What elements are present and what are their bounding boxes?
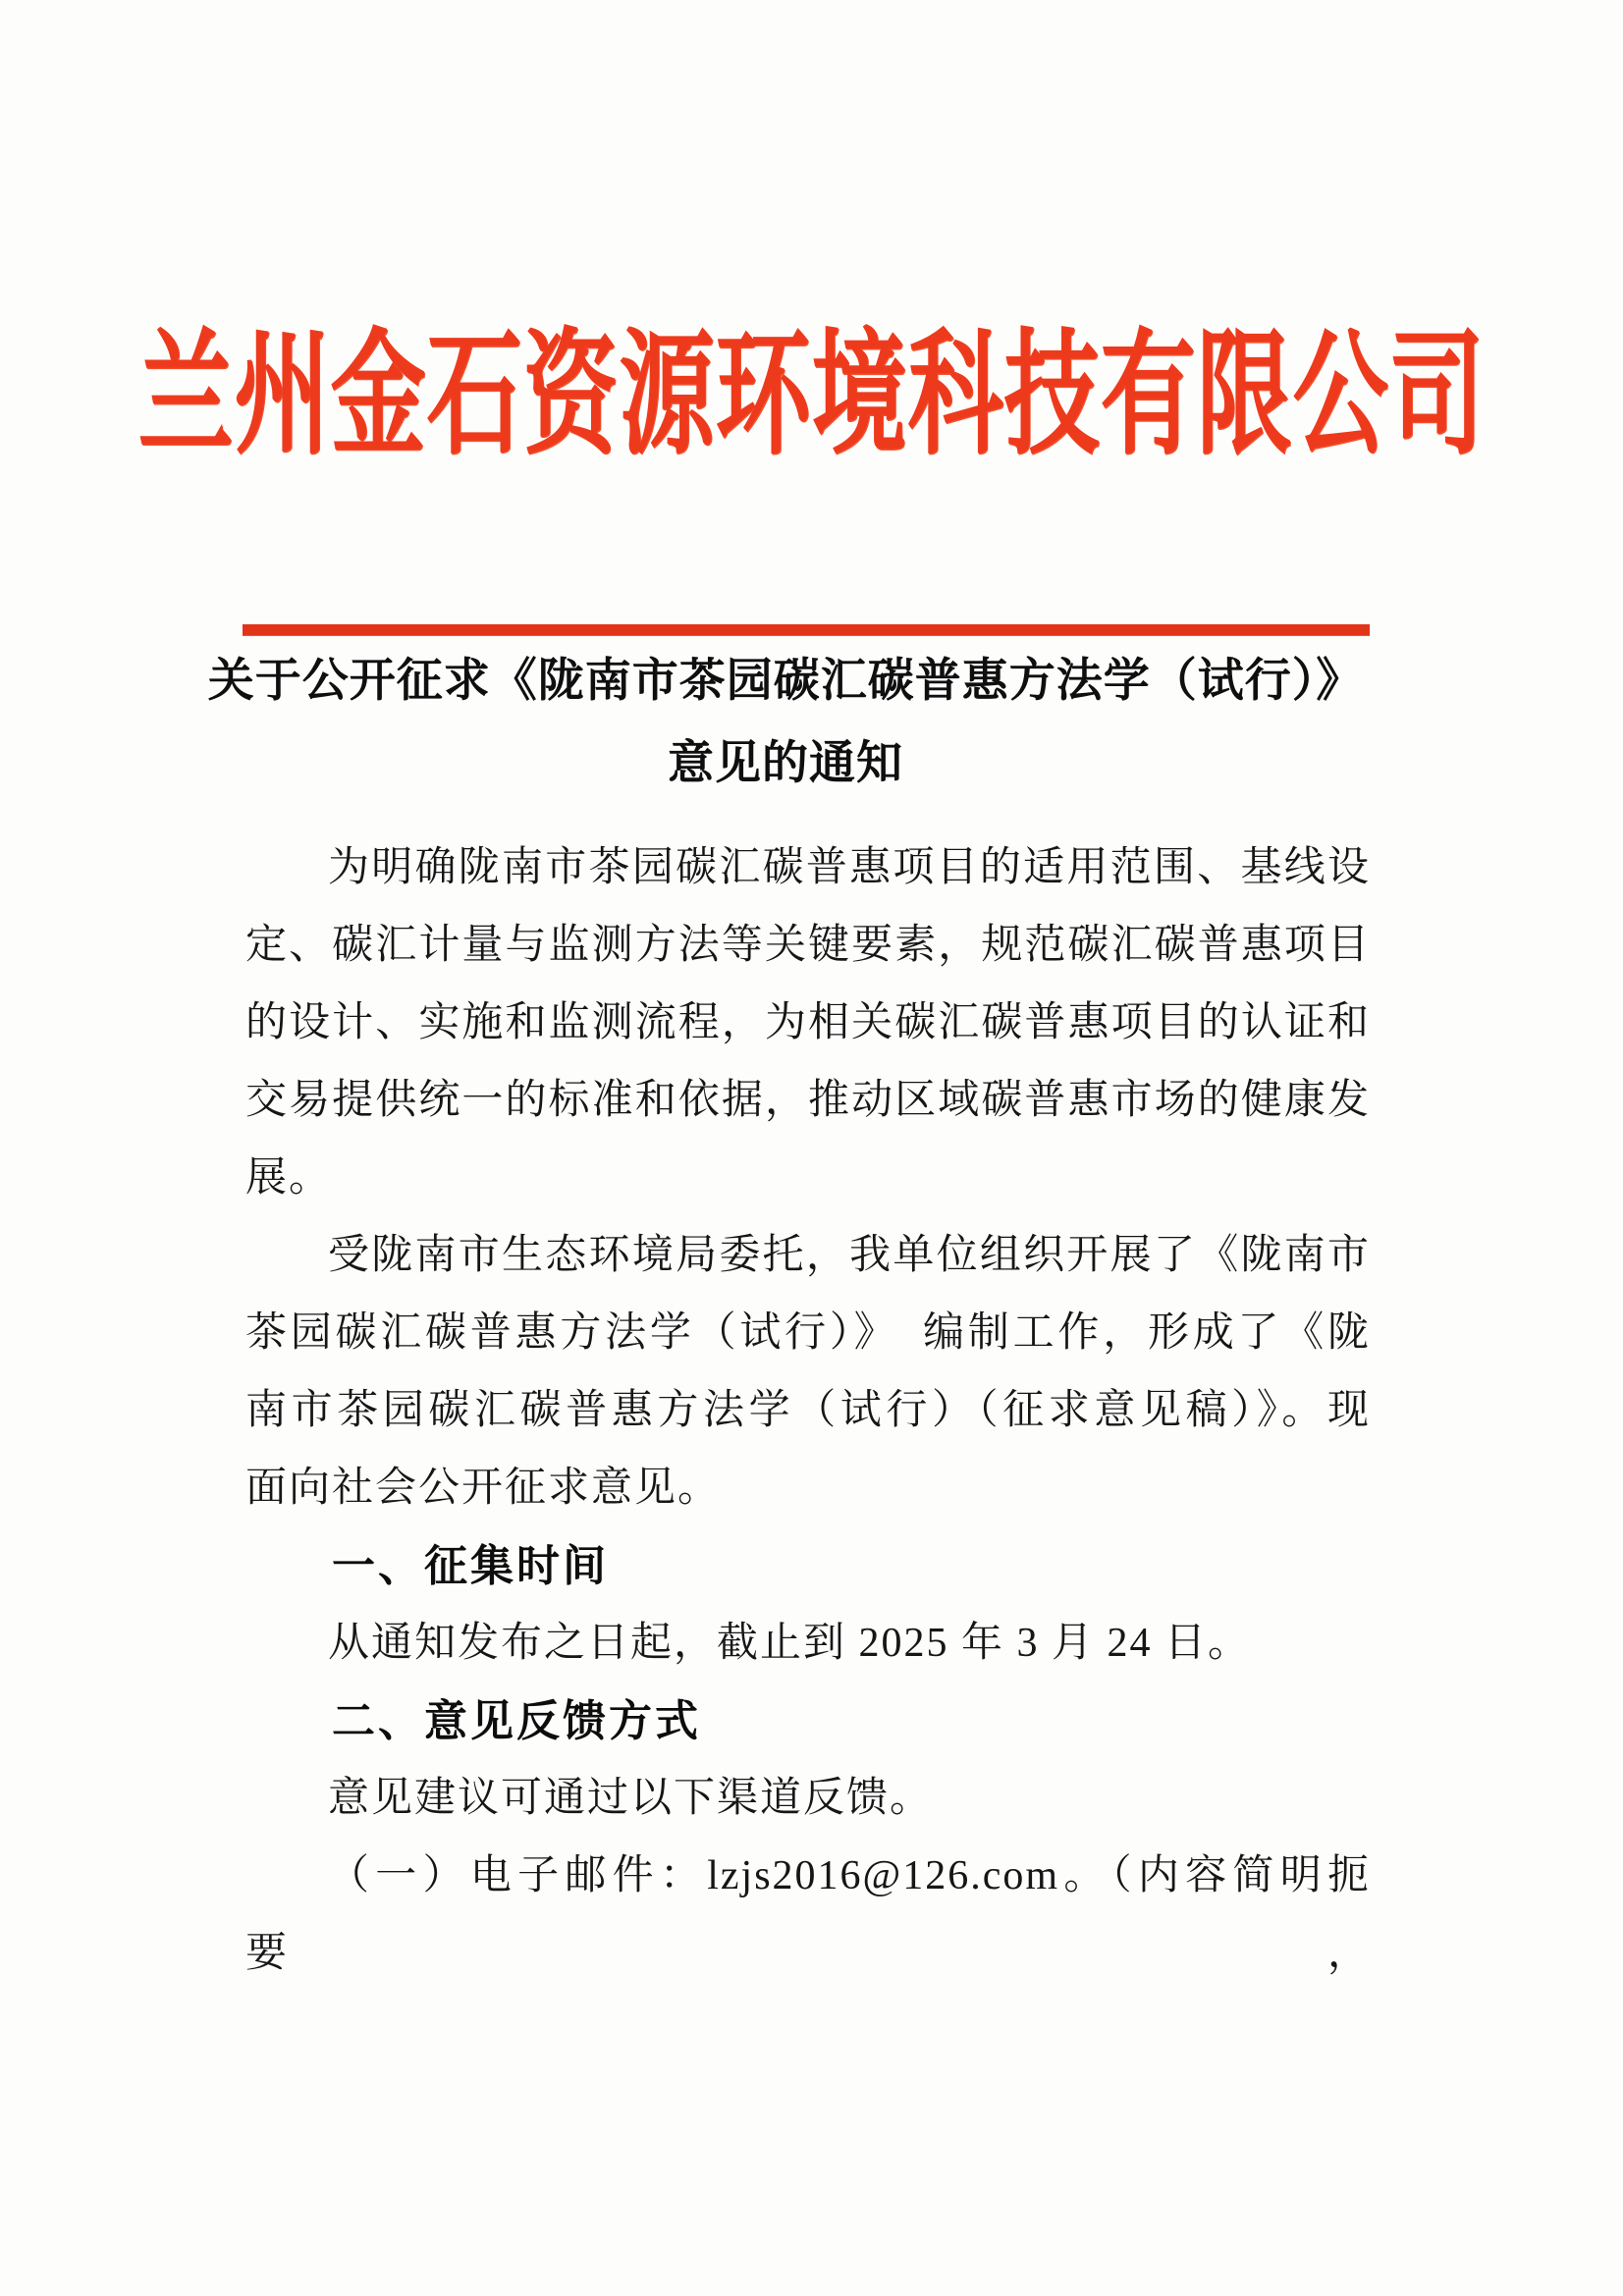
- letterhead-divider-rule: [243, 624, 1370, 635]
- section2-heading: 二、意见反馈方式: [332, 1697, 701, 1745]
- paragraph2-line1: 受陇南市生态环境局委托，我单位组织开展了《陇南市: [328, 1233, 1371, 1278]
- company-name-text: 兰州金石资源环境科技有限公司: [137, 320, 1486, 470]
- document-title-line1: 关于公开征求《陇南市茶园碳汇碳普惠方法学（试行）》: [207, 656, 1364, 707]
- paragraph2-line4: 面向社会公开征求意见。: [245, 1466, 722, 1511]
- paragraph2-line2: 茶园碳汇碳普惠方法学（试行）》 编制工作，形成了《陇: [245, 1310, 1371, 1356]
- paragraph1-line4: 交易提供统一的标准和依据，推动区域碳普惠市场的健康发: [245, 1078, 1371, 1123]
- document-body: [245, 829, 1371, 1993]
- document-title: [201, 640, 1370, 805]
- paragraph2-line3: 南市茶园碳汇碳普惠方法学（试行）（征求意见稿）》。现: [245, 1388, 1371, 1433]
- section1-text: 从通知发布之日起，截止到 2025 年 3 月 24 日。: [328, 1621, 1252, 1666]
- company-letterhead: [0, 285, 1623, 470]
- paragraph1-line1: 为明确陇南市茶园碳汇碳普惠项目的适用范围、基线设: [328, 845, 1371, 890]
- paragraph1-line5: 展。: [245, 1155, 333, 1201]
- document-title-line2: 意见的通知: [668, 738, 903, 789]
- feedback-email-line: （一）电子邮件：lzjs2016@126.com。（内容简明扼要，: [245, 1853, 1371, 1976]
- paragraph1-line2: 定、碳汇计量与监测方法等关键要素，规范碳汇碳普惠项目: [245, 923, 1371, 968]
- section1-heading: 一、征集时间: [332, 1542, 609, 1590]
- section2-text: 意见建议可通过以下渠道反馈。: [328, 1776, 934, 1821]
- paragraph1-line3: 的设计、实施和监测流程，为相关碳汇碳普惠项目的认证和: [245, 1000, 1371, 1045]
